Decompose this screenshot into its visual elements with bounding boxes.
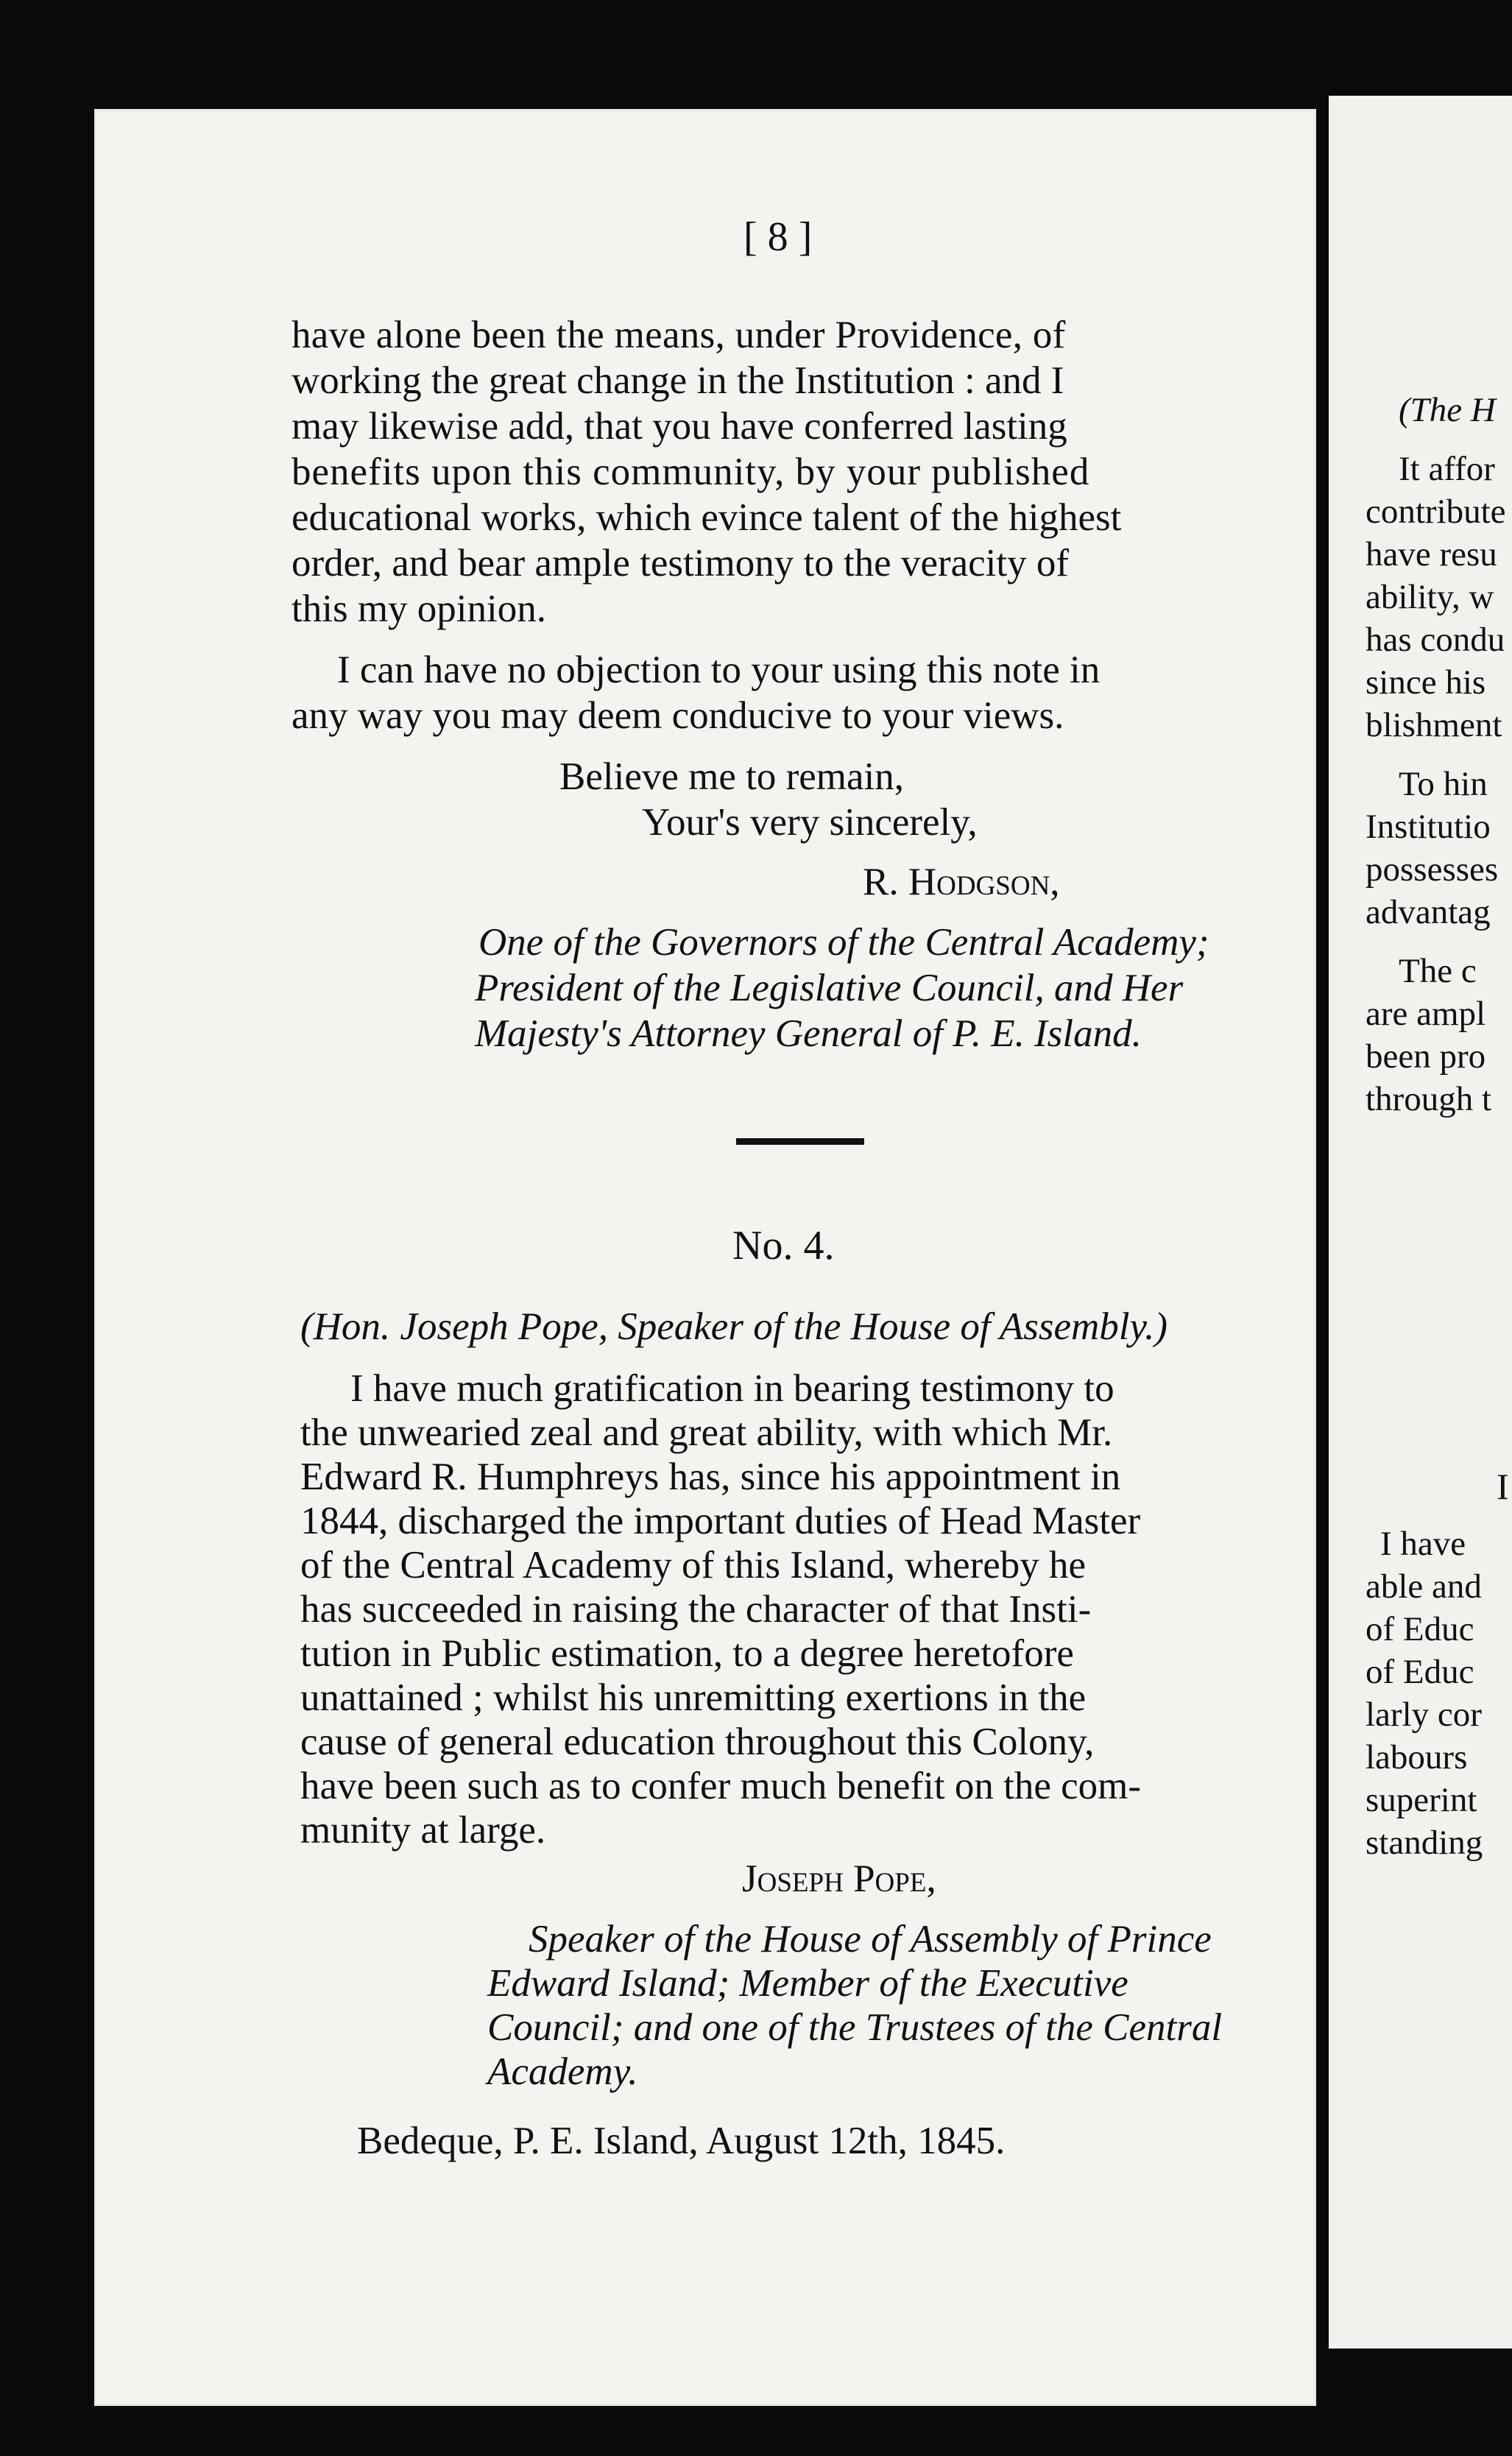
signatory-title-line: Speaker of the House of Assembly of Prince [529,1918,1212,1961]
right-page-fragment: able and [1366,1567,1482,1606]
body-line: have alone been the means, under Providence, of [292,314,1066,356]
right-page-fragment: I have [1380,1525,1466,1563]
body-line: this my opinion. [292,587,547,630]
body-line: munity at large. [300,1809,546,1852]
closing-line: Believe me to remain, [559,755,904,798]
body-line: have been such as to confer much benefit on the com- [300,1765,1142,1807]
right-page-fragment: labours [1366,1738,1468,1776]
signature: R. Hodgson, [863,861,1060,903]
body-line: working the great change in the Institution : and I [292,359,1064,402]
body-line: any way you may deem conducive to your views. [292,694,1064,737]
page-number: [ 8 ] [743,214,813,260]
signatory-title-line: Edward Island; Member of the Executive [487,1962,1128,2005]
body-line: I have much gratification in bearing testimony to [350,1367,1114,1410]
body-line: 1844, discharged the important duties of Head Master [300,1500,1141,1542]
right-page-fragment: larly cor [1366,1695,1482,1734]
body-line: unattained ; whilst his unremitting exertions in the [300,1676,1087,1719]
right-page-fragment: To hin [1399,765,1488,803]
right-page-fragment: standing [1366,1824,1483,1862]
right-page-fragment: of Educ [1366,1653,1474,1691]
body-line: the unwearied zeal and great ability, with which Mr. [300,1411,1113,1454]
right-page-fragment: possesses [1366,850,1499,889]
right-page-fragment: advantag [1366,893,1491,931]
body-line: order, and bear ample testimony to the veracity of [292,542,1070,585]
body-line: educational works, which evince talent of the highest [292,496,1122,539]
body-line: Edward R. Humphreys has, since his appointment in [300,1455,1121,1498]
right-page-fragment: It affor [1399,450,1495,488]
signatory-title-line: President of the Legislative Council, and Her [475,967,1184,1009]
closing-line: Your's very sincerely, [642,801,978,844]
signatory-title-line: One of the Governors of the Central Academy; [478,921,1209,964]
body-line: of the Central Academy of this Island, whereby he [300,1544,1087,1587]
signature: Joseph Pope, [742,1857,936,1900]
right-page-fragment: The c [1399,952,1477,990]
right-page-fragment: has condu [1366,621,1505,659]
body-line: I can have no objection to your using this note in [337,649,1101,691]
right-page-text [1329,96,1512,2349]
right-page-fragment: are ampl [1366,995,1486,1033]
section-divider [736,1138,864,1145]
place-date: Bedeque, P. E. Island, August 12th, 1845. [357,2120,1006,2162]
right-page-fragment: contribute [1366,493,1506,531]
letter-attribution: (Hon. Joseph Pope, Speaker of the House of Assembly.) [300,1305,1168,1348]
right-page-fragment: superint [1366,1781,1477,1819]
body-line: benefits upon this community, by your published [292,451,1090,493]
right-page-fragment: I [1497,1466,1509,1507]
right-page-fragment: Institutio [1366,808,1491,846]
body-line: cause of general education throughout this Colony, [300,1721,1095,1763]
signatory-title-line: Majesty's Attorney General of P. E. Island. [475,1012,1142,1055]
body-line: tution in Public estimation, to a degree heretofore [300,1632,1074,1675]
right-page-fragment: have resu [1366,535,1497,574]
signatory-title-line: Academy. [487,2050,638,2093]
right-page-fragment: blishment [1366,706,1502,744]
right-page-fragment: ability, w [1366,578,1494,616]
body-line: may likewise add, that you have conferred lasting [292,405,1067,448]
right-page-fragment: since his [1366,663,1486,702]
right-page-fragment: (The H [1399,391,1496,429]
signatory-title-line: Council; and one of the Trustees of the Central [487,2006,1223,2049]
right-page-fragment: of Educ [1366,1610,1474,1648]
right-page-fragment: been pro [1366,1037,1486,1076]
section-heading: No. 4. [732,1223,835,1268]
right-page-fragment: through t [1366,1080,1492,1118]
body-line: has succeeded in raising the character of that Insti- [300,1588,1092,1631]
